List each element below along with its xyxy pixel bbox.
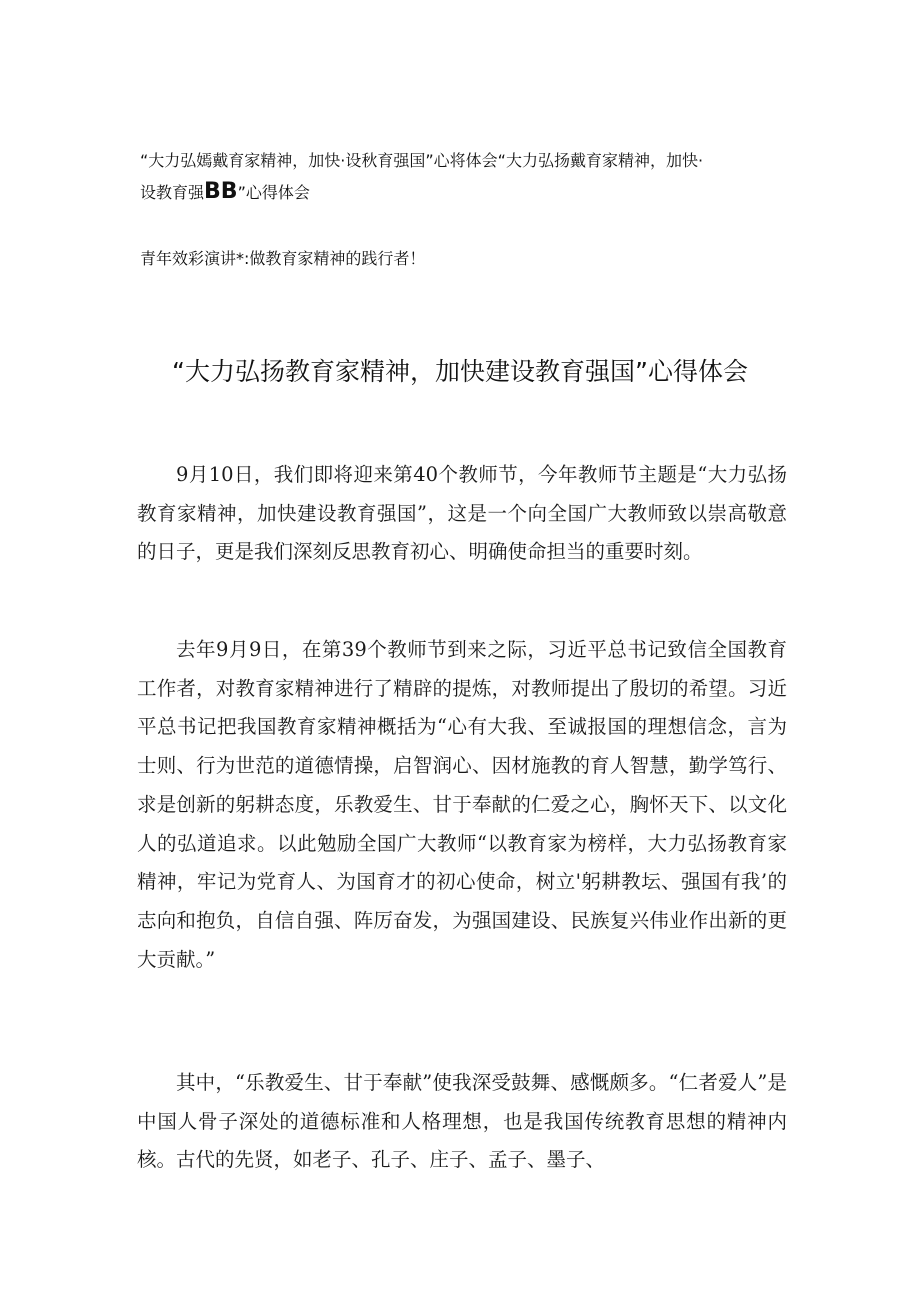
header-line-2-big: BB: [204, 179, 238, 204]
paragraph-1-text: 9月10日，我们即将迎来第40个教师节，今年教师节主题是“大力弘扬教育家精神，加快建设教育强国”，这是一个向全国广大教师致以崇高敬意的日子，更是我们深刻反思教育初心、明确使命担当的重要时刻。: [137, 463, 787, 564]
header-line-2-suffix: ”心得体会: [237, 183, 310, 202]
header-line-2-prefix: 设教育强: [140, 183, 205, 202]
paragraph-3-text: 其中，“乐教爱生、甘于奉献”使我深受鼓舞、感慨颇多。“仁者爱人”是中国人骨子深处的道德标准和人格理想，也是我国传统教育思想的精神内核。古代的先贤，如老子、孔子、庄子、孟子、墨子、: [137, 1071, 787, 1172]
header-line-1-text: “大力弘嫣戴育家精神，加快·设秋育强国”心将体会“大力弘扬戴育家精神，加快·: [140, 151, 704, 170]
paragraph-2: [137, 631, 787, 979]
header-line-3-text: 青年效彩演讲*:做教育家精神的践行者！: [140, 249, 426, 268]
paragraph-1: [137, 456, 787, 572]
header-line-2: [140, 179, 800, 204]
paragraph-2-text: 去年9月9日，在第39个教师节到来之际，习近平总书记致信全国教育工作者，对教育家精神进行了精辟的提炼，对教师提出了殷切的希望。习近平总书记把我国教育家精神概括为“心有大我、至诚报国的理想信念，言为士则、行为世范的道德情操，启智润心、因材施教的育人智慧，勤学笃行、求是创新的躬耕态度，乐教爱生、甘于奉献的仁爱之心，胸怀天下、以文化人的弘道追求。以此勉励全国广大教师“以教育家为榜样，大力弘扬教育家精神，牢记为党育人、为国育才的初心使命，树立'躬耕教坛、强国有我’的志向和抱负，自信自强、阵厉奋发，为强国建设、民族复兴伟业作出新的更大贡献。”: [137, 638, 787, 971]
document-title: “大力弘扬教育家精神，加快建设教育强国”心得体会: [172, 357, 748, 386]
header-line-1: [140, 148, 800, 171]
paragraph-3: [137, 1064, 787, 1180]
header-line-3: [140, 246, 800, 269]
